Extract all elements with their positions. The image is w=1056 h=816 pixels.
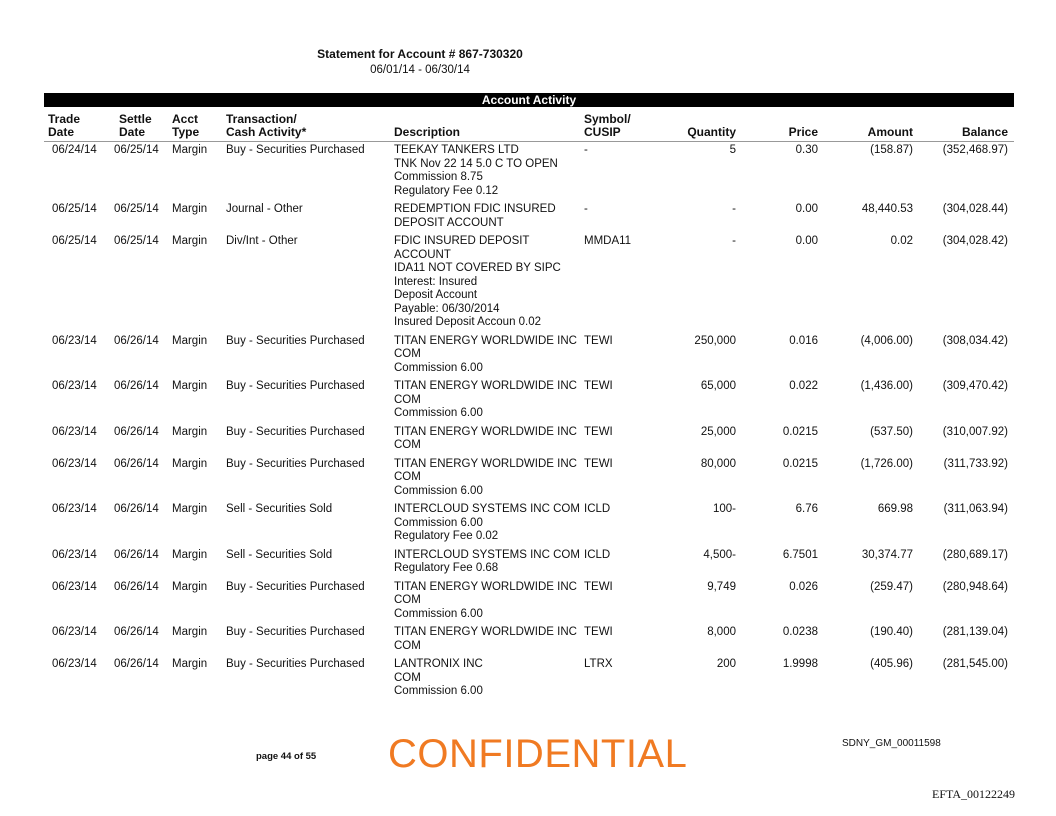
cell-price: 0.0215 <box>782 425 818 438</box>
col-amount: Amount <box>867 125 913 139</box>
cell-trade: 06/23/14 <box>52 380 97 392</box>
cell-txn: Buy - Securities Purchased <box>226 334 365 347</box>
cell-description <box>394 626 584 653</box>
cell-amount: (1,436.00) <box>860 380 913 392</box>
cell-txn: Buy - Securities Purchased <box>226 457 365 470</box>
description-line: Insured Deposit Accoun 0.02 <box>394 316 542 328</box>
cell-trade: 06/23/14 <box>52 548 97 561</box>
cell-txn: Buy - Securities Purchased <box>226 626 365 638</box>
cell-settle: 06/26/14 <box>114 503 159 515</box>
table-row <box>44 426 1014 453</box>
description-line: Regulatory Fee 0.12 <box>394 184 499 197</box>
cell-qty: 200 <box>716 658 736 670</box>
cell-acct: Margin <box>172 658 208 670</box>
section-title-bar: Account Activity <box>44 93 1014 107</box>
cell-settle: 06/26/14 <box>114 658 159 670</box>
cell-price: 0.0215 <box>782 457 818 470</box>
cell-trade: 06/23/14 <box>52 425 97 438</box>
cell-amount: (4,006.00) <box>860 334 913 347</box>
statement-title: Statement for Account # 867-730320 <box>317 47 523 61</box>
cell-description <box>394 658 584 699</box>
cell-balance: (280,689.17) <box>942 548 1008 561</box>
description-line: TITAN ENERGY WORLDWIDE INC COM <box>394 626 577 652</box>
cell-settle: 06/26/14 <box>114 380 159 392</box>
cell-balance: (281,545.00) <box>942 658 1008 670</box>
col-trade-date: Trade Date <box>48 112 81 139</box>
description-line: INTERCLOUD SYSTEMS INC COM <box>394 548 580 561</box>
col-price: Price <box>788 125 818 139</box>
col-symbol: Symbol/ CUSIP <box>584 112 631 139</box>
cell-settle: 06/25/14 <box>114 203 159 215</box>
cell-price: 0.30 <box>795 144 818 156</box>
cell-description <box>394 458 584 499</box>
cell-trade: 06/25/14 <box>52 235 97 247</box>
cell-acct: Margin <box>172 457 208 470</box>
cell-balance: (309,470.42) <box>942 380 1008 392</box>
description-line: Regulatory Fee 0.68 <box>394 562 499 574</box>
cell-balance: (310,007.92) <box>942 425 1008 438</box>
cell-trade: 06/23/14 <box>52 457 97 470</box>
cell-qty: 80,000 <box>700 457 736 470</box>
cell-txn: Buy - Securities Purchased <box>226 144 365 156</box>
bates-number: SDNY_GM_00011598 <box>842 738 941 749</box>
description-line: Payable: 06/30/2014 <box>394 302 500 315</box>
cell-qty: 100- <box>712 503 736 515</box>
cell-symbol: TEWI <box>584 626 613 638</box>
cell-qty: 4,500- <box>703 548 736 561</box>
cell-txn: Buy - Securities Purchased <box>226 658 365 670</box>
col-balance: Balance <box>961 125 1008 139</box>
table-row <box>44 380 1014 421</box>
table-row <box>44 144 1014 198</box>
cell-qty: - <box>732 203 736 215</box>
cell-amount: 669.98 <box>877 503 913 515</box>
table-row <box>44 581 1014 622</box>
cell-price: 0.022 <box>789 380 818 392</box>
cell-settle: 06/26/14 <box>114 334 159 347</box>
cell-settle: 06/26/14 <box>114 626 159 638</box>
description-line: Commission 6.00 <box>394 407 483 419</box>
cell-qty: 25,000 <box>700 425 736 438</box>
description-line: Commission 6.00 <box>394 685 483 697</box>
cell-price: 0.00 <box>795 235 818 247</box>
cell-acct: Margin <box>172 626 208 638</box>
cell-txn: Div/Int - Other <box>226 235 298 247</box>
cell-balance: (308,034.42) <box>942 334 1008 347</box>
cell-symbol: ICLD <box>584 548 611 561</box>
activity-table-body <box>44 144 1014 699</box>
description-line: Interest: Insured <box>394 275 478 288</box>
cell-description <box>394 503 584 544</box>
cell-price: 6.7501 <box>782 548 818 561</box>
cell-balance: (281,139.04) <box>942 626 1008 638</box>
cell-txn: Buy - Securities Purchased <box>226 580 365 593</box>
cell-balance: (280,948.64) <box>942 580 1008 593</box>
table-row <box>44 626 1014 653</box>
table-row <box>44 203 1014 230</box>
cell-acct: Margin <box>172 235 208 247</box>
description-line: COM <box>394 671 421 684</box>
cell-symbol: TEWI <box>584 457 613 470</box>
col-settle-date: Settle Date <box>119 112 152 139</box>
cell-amount: 30,374.77 <box>861 548 913 561</box>
cell-txn: Buy - Securities Purchased <box>226 380 365 392</box>
col-acct-type: Acct Type <box>172 112 200 139</box>
cell-balance: (311,063.94) <box>943 503 1008 515</box>
cell-symbol: ICLD <box>584 503 611 515</box>
cell-trade: 06/23/14 <box>52 626 97 638</box>
cell-symbol: LTRX <box>584 658 613 670</box>
cell-amount: (405.96) <box>870 658 913 670</box>
col-quantity: Quantity <box>687 125 736 139</box>
confidential-stamp: CONFIDENTIAL <box>388 732 688 776</box>
cell-symbol: TEWI <box>584 334 613 347</box>
cell-settle: 06/26/14 <box>114 580 159 593</box>
description-line: Commission 6.00 <box>394 484 483 497</box>
description-line: TITAN ENERGY WORLDWIDE INC COM <box>394 425 577 451</box>
description-line: TITAN ENERGY WORLDWIDE INC COM <box>394 380 577 406</box>
cell-trade: 06/23/14 <box>52 658 97 670</box>
cell-qty: - <box>732 235 736 247</box>
cell-trade: 06/25/14 <box>52 203 97 215</box>
cell-txn: Buy - Securities Purchased <box>226 425 365 438</box>
cell-qty: 250,000 <box>694 334 736 347</box>
cell-txn: Sell - Securities Sold <box>226 548 333 561</box>
cell-txn: Journal - Other <box>226 203 303 215</box>
cell-amount: (190.40) <box>870 626 913 638</box>
description-line: Commission 6.00 <box>394 516 483 529</box>
cell-qty: 5 <box>729 144 736 156</box>
cell-symbol: TEWI <box>584 380 613 392</box>
cell-price: 0.0238 <box>782 626 818 638</box>
cell-symbol: TEWI <box>584 580 613 593</box>
cell-symbol: MMDA11 <box>584 235 632 247</box>
cell-price: 0.016 <box>789 334 818 347</box>
description-line: FDIC INSURED DEPOSIT ACCOUNT <box>394 235 530 261</box>
cell-settle: 06/26/14 <box>114 457 159 470</box>
col-description: Description <box>394 125 461 139</box>
description-line: INTERCLOUD SYSTEMS INC COM <box>394 503 580 515</box>
cell-qty: 65,000 <box>700 380 736 392</box>
description-line: Deposit Account <box>394 289 478 301</box>
cell-balance: (352,468.97) <box>942 144 1008 156</box>
description-line: TNK Nov 22 14 5.0 C TO OPEN <box>394 157 558 170</box>
cell-amount: (158.87) <box>870 144 913 156</box>
col-transaction: Transaction/ Cash Activity* <box>226 112 307 139</box>
cell-settle: 06/26/14 <box>114 425 159 438</box>
cell-description <box>394 235 584 330</box>
cell-acct: Margin <box>172 503 208 515</box>
cell-amount: 0.02 <box>890 235 913 247</box>
cell-price: 0.026 <box>789 580 818 593</box>
description-line: LANTRONIX INC <box>394 658 483 670</box>
cell-acct: Margin <box>172 425 208 438</box>
cell-trade: 06/23/14 <box>52 503 97 515</box>
cell-trade: 06/23/14 <box>52 580 97 593</box>
efta-number: EFTA_00122249 <box>932 787 1016 801</box>
cell-acct: Margin <box>172 203 208 215</box>
cell-symbol: - <box>584 203 588 215</box>
cell-txn: Sell - Securities Sold <box>226 503 333 515</box>
table-row <box>44 235 1014 330</box>
cell-price: 6.76 <box>795 503 818 515</box>
cell-description <box>394 203 584 230</box>
cell-symbol: - <box>584 144 588 156</box>
cell-balance: (311,733.92) <box>943 457 1008 470</box>
cell-settle: 06/25/14 <box>114 144 159 156</box>
description-line: Commission 6.00 <box>394 361 483 374</box>
table-row <box>44 503 1014 544</box>
table-row <box>44 658 1014 699</box>
cell-trade: 06/23/14 <box>52 334 97 347</box>
cell-description <box>394 335 584 376</box>
column-headers <box>44 111 1014 142</box>
cell-qty: 8,000 <box>707 626 736 638</box>
cell-amount: (1,726.00) <box>860 457 913 470</box>
description-line: TITAN ENERGY WORLDWIDE INC COM <box>394 334 577 360</box>
description-line: IDA11 NOT COVERED BY SIPC <box>394 262 561 274</box>
cell-acct: Margin <box>172 548 208 561</box>
page-number: page 44 of 55 <box>256 751 317 762</box>
cell-balance: (304,028.42) <box>942 235 1008 247</box>
cell-description <box>394 144 584 198</box>
cell-price: 1.9998 <box>782 658 818 670</box>
description-line: Regulatory Fee 0.02 <box>394 530 499 542</box>
cell-description <box>394 380 584 421</box>
description-line: TITAN ENERGY WORLDWIDE INC COM <box>394 580 577 606</box>
cell-amount: (259.47) <box>870 580 913 593</box>
cell-description <box>394 581 584 622</box>
description-line: Commission 8.75 <box>394 171 483 183</box>
cell-amount: (537.50) <box>870 425 913 438</box>
cell-qty: 9,749 <box>707 580 736 593</box>
description-line: DEPOSIT ACCOUNT <box>394 216 504 229</box>
cell-acct: Margin <box>172 144 208 156</box>
cell-balance: (304,028.44) <box>942 203 1008 215</box>
cell-symbol: TEWI <box>584 425 613 438</box>
cell-description <box>394 549 584 576</box>
description-line: REDEMPTION FDIC INSURED <box>394 203 556 215</box>
cell-acct: Margin <box>172 334 208 347</box>
cell-amount: 48,440.53 <box>861 203 913 215</box>
cell-price: 0.00 <box>795 203 818 215</box>
cell-settle: 06/25/14 <box>114 235 159 247</box>
cell-description <box>394 426 584 453</box>
cell-acct: Margin <box>172 380 208 392</box>
table-row <box>44 458 1014 499</box>
cell-acct: Margin <box>172 580 208 593</box>
table-row <box>44 335 1014 376</box>
cell-trade: 06/24/14 <box>52 144 97 156</box>
description-line: TEEKAY TANKERS LTD <box>394 144 519 156</box>
cell-settle: 06/26/14 <box>114 548 159 561</box>
table-row <box>44 549 1014 576</box>
description-line: TITAN ENERGY WORLDWIDE INC COM <box>394 457 577 483</box>
statement-period: 06/01/14 - 06/30/14 <box>370 64 470 76</box>
description-line: Commission 6.00 <box>394 607 483 620</box>
